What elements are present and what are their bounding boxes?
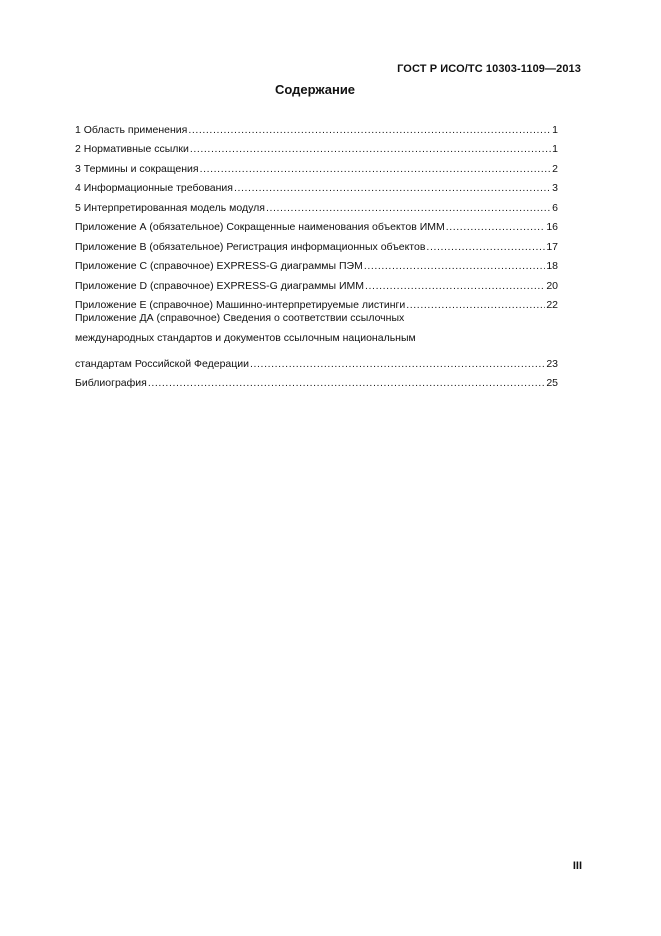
toc-entry-page: 18 [546, 260, 558, 272]
toc-entry-label: 1 Область применения [75, 123, 188, 136]
toc-entry-label: 4 Информационные требования [75, 182, 233, 194]
page-number: III [572, 860, 582, 872]
toc-leader-dots [250, 358, 545, 371]
toc-entry-label: 3 Термины и сокращения [75, 162, 199, 175]
page-title: Содержание [274, 82, 356, 97]
toc-entry-label: Приложение А (обязательное) Сокращенные наименования объектов ИММ [75, 221, 445, 233]
toc-entry-label: Приложение Е (справочное) Машинно-интерпретируемые листинги [75, 299, 406, 311]
toc-leader-dots [364, 260, 546, 273]
toc-entry[interactable] [75, 254, 558, 274]
toc-entry-multiline-line3[interactable] [75, 351, 558, 371]
toc-entry-bibliography[interactable] [75, 371, 558, 391]
toc-entry-page: 16 [546, 221, 558, 233]
toc-leader-dots [365, 280, 545, 293]
toc-entry-multiline-line1[interactable] [75, 312, 558, 332]
table-of-contents [75, 117, 558, 390]
toc-entry-page: 6 [552, 201, 558, 214]
toc-entry[interactable] [75, 137, 558, 157]
toc-entry[interactable] [75, 293, 558, 313]
toc-leader-dots [426, 241, 545, 254]
toc-leader-dots [148, 377, 545, 390]
toc-leader-dots [406, 299, 545, 312]
toc-entry[interactable] [75, 215, 558, 235]
toc-entry-label: 2 Нормативные ссылки [75, 143, 189, 155]
toc-entry[interactable] [75, 195, 558, 215]
toc-entry[interactable] [75, 273, 558, 293]
toc-entry-page: 2 [552, 162, 558, 175]
toc-entry-label: Приложение В (обязательное) Регистрация информационных объектов [75, 240, 426, 253]
toc-leader-dots [234, 182, 551, 195]
toc-entry-page: 17 [546, 240, 558, 253]
toc-leader-dots [266, 202, 551, 215]
toc-entry-label: стандартам Российской Федерации [75, 357, 249, 370]
document-code: ГОСТ Р ИСО/ТС 10303-1109—2013 [397, 63, 581, 75]
toc-entry-label: международных стандартов и документов ссылочным национальным [75, 331, 416, 344]
toc-entry-label: 5 Интерпретированная модель модуля [75, 201, 265, 214]
toc-leader-dots [190, 143, 551, 156]
toc-leader-dots [200, 163, 552, 176]
toc-entry-page: 25 [546, 377, 558, 389]
toc-entry-page: 1 [552, 143, 558, 155]
toc-leader-dots [188, 124, 551, 137]
toc-entry-label: Приложение С (справочное) EXPRESS-G диаграммы ПЭМ [75, 260, 363, 272]
toc-entry-page: 23 [546, 357, 558, 370]
toc-entry-multiline-line2[interactable] [75, 332, 558, 352]
toc-entry[interactable] [75, 117, 558, 137]
toc-entry-label: Приложение D (справочное) EXPRESS-G диаграммы ИММ [75, 279, 365, 292]
toc-entry-page: 3 [552, 182, 558, 194]
toc-entry-label: Библиография [75, 377, 147, 389]
toc-entry[interactable] [75, 176, 558, 196]
toc-entry-label: Приложение ДА (справочное) Сведения о соответствии ссылочных [75, 312, 405, 324]
toc-entry-page: 22 [546, 299, 558, 311]
toc-entry-page: 1 [552, 123, 558, 136]
toc-entry-page: 20 [546, 279, 558, 292]
toc-entry[interactable] [75, 156, 558, 176]
toc-entry[interactable] [75, 234, 558, 254]
toc-leader-dots [446, 221, 546, 234]
